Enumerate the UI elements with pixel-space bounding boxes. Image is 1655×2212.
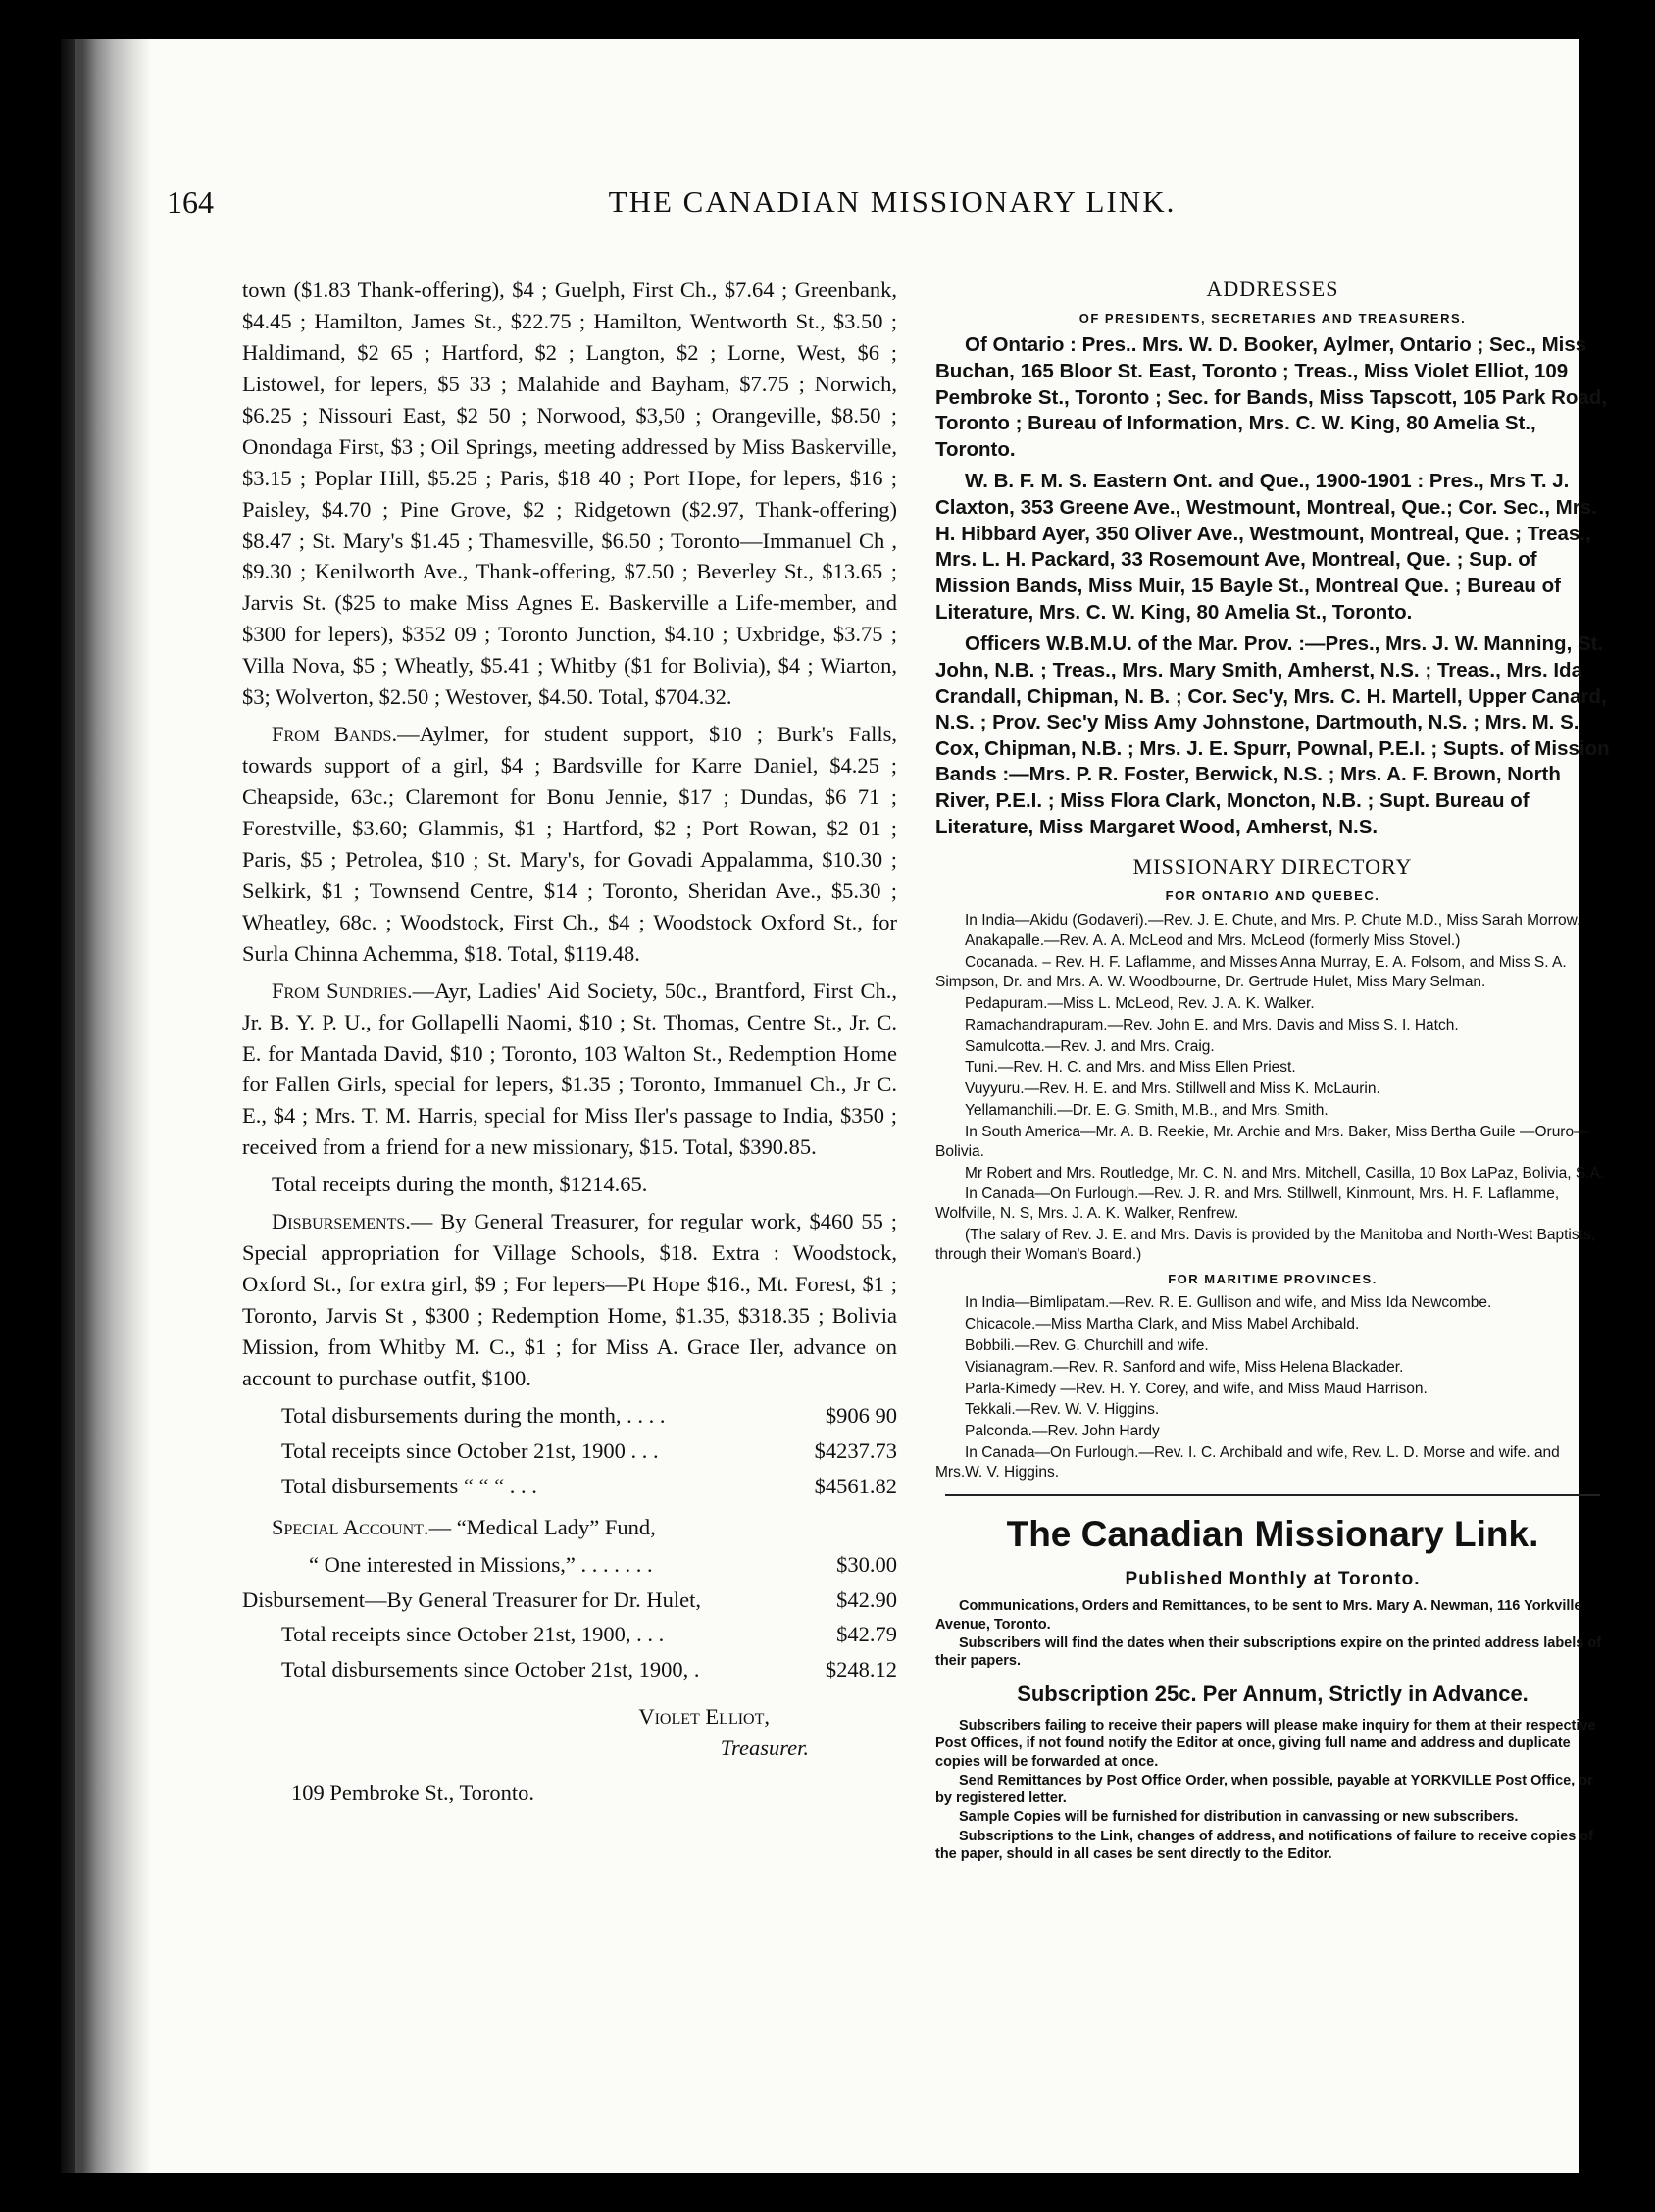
directory-entry: Ramachandrapuram.—Rev. John E. and Mrs. Davis and Miss S. I. Hatch. <box>965 1016 1459 1033</box>
bands-paragraph <box>242 719 897 970</box>
directory-entry: In India—Akidu (Godaveri).—Rev. J. E. Chute, and Mrs. P. Chute M.D., Miss Sarah Morrow. <box>965 911 1581 929</box>
directory-entry: Tekkali.—Rev. W. V. Higgins. <box>965 1401 1160 1419</box>
directory-entry: (The salary of Rev. J. E. and Mrs. Davis is provided by the Manitoba and North-West Baptists, through their Woman's Board.) <box>935 1227 1595 1263</box>
addresses-title: ADDRESSES <box>1206 276 1339 301</box>
directory-entry: In South America—Mr. A. B. Reekie, Mr. Archie and Mrs. Baker, Miss Bertha Guile —Oruro—Bolivia. <box>935 1123 1589 1160</box>
special-account-line: Special Account.— “Medical Lady” Fund, <box>272 1514 656 1539</box>
directory-entry: Bobbili.—Rev. G. Churchill and wife. <box>965 1336 1209 1354</box>
sundries-heading: From Sundries. <box>272 978 413 1003</box>
section-divider <box>945 1494 1600 1496</box>
directory-title: MISSIONARY DIRECTORY <box>1132 854 1413 880</box>
directory-entry: Yellamanchili.—Dr. E. G. Smith, M.B., and Mrs. Smith. <box>965 1102 1329 1120</box>
directory-entry: In Canada—On Furlough.—Rev. J. R. and Mrs. Stillwell, Kinmount, Mrs. H. F. Laflamme, Wolfville, N. S, Mrs. J. A. K. Walker, Renfrew. <box>935 1185 1560 1223</box>
ledger-row: Disbursement—By General Treasurer for Dr. Hulet, $42.90 <box>242 1586 897 1612</box>
special-account-heading: Special Account. <box>272 1514 429 1539</box>
directory-ontario-quebec <box>935 911 1610 1265</box>
total-receipts-line: Total receipts during the month, $1214.65. <box>272 1172 648 1197</box>
bands-heading: From Bands. <box>272 722 398 747</box>
directory-entry: Pedapuram.—Miss L. McLeod, Rev. J. A. K. Walker. <box>965 994 1315 1012</box>
page-number: 164 <box>167 184 214 220</box>
page-header <box>167 184 1618 243</box>
treasurer-signature: Violet Elliot, <box>638 1704 770 1730</box>
directory-entry: Samulcotta.—Rev. J. and Mrs. Craig. <box>965 1037 1215 1055</box>
directory-entry: Anakapalle.—Rev. A. A. McLeod and Mrs. McLeod (formerly Miss Stovel.) <box>965 932 1461 950</box>
disbursements-text: — By General Treasurer, for regular work, $460 55 ; Special appropriation for Village Schools, $18. Extra : Woodstock, Oxford St., for extra girl, $9 ; For lepers—Pt Hope $16., Mt. Forest, $1 ; Toronto, Jarvis St , $300 ; Redemption Home, $1.35, $318.35 ; Bolivia Mission, from Whitby M. C., $1 ; for Miss A. Grace Iler, advance on account to purchase outfit, $100. <box>242 1209 897 1390</box>
running-title: THE CANADIAN MISSIONARY LINK. <box>608 184 1177 219</box>
directory-entry: Mr Robert and Mrs. Routledge, Mr. C. N. and Mrs. Mitchell, Casilla, 10 Box LaPaz, Bolivia, S.A. <box>965 1164 1605 1181</box>
directory-entry: Chicacole.—Miss Martha Clark, and Miss Mabel Archibald. <box>965 1316 1360 1333</box>
disbursements-paragraph <box>242 1206 897 1394</box>
directory-entry: In Canada—On Furlough.—Rev. I. C. Archibald and wife, Rev. L. D. Morse and wife. and Mrs.W. V. Higgins. <box>935 1444 1560 1481</box>
sundries-paragraph <box>242 976 897 1164</box>
directory-entry: Visianagram.—Rev. R. Sanford and wife, Miss Helena Blackader. <box>965 1358 1404 1376</box>
notice-paragraph: Send Remittances by Post Office Order, when possible, payable at YORKVILLE Post Office, or by registered letter. <box>935 1772 1593 1807</box>
left-column <box>242 275 897 1809</box>
notice-paragraph: Subscribers failing to receive their papers will please make inquiry for them at their respective Post Offices, if not found notify the Editor at once, giving full name and address and duplicate copies will be forwarded at once. <box>935 1718 1596 1770</box>
ledger-1 <box>242 1400 897 1502</box>
disbursements-heading: Disbursements. <box>272 1209 411 1234</box>
masthead-title: The Canadian Missionary Link. <box>1006 1513 1539 1554</box>
communications-block <box>935 1597 1610 1670</box>
ledger-row: Total receipts since October 21st, 1900, . . . $42.79 <box>281 1622 897 1647</box>
ledger-row: Total disbursements since October 21st, 1900, . $248.12 <box>281 1657 897 1683</box>
treasurer-address: 109 Pembroke St., Toronto. <box>291 1781 535 1806</box>
page <box>61 39 1610 2173</box>
ontario-officers: Of Ontario : Pres.. Mrs. W. D. Booker, Aylmer, Ontario ; Sec., Miss Buchan, 165 Bloor St. East, Toronto ; Treas., Miss Violet Elliot, 109 Pembroke St., Toronto ; Sec. for Bands, Miss Tapscott, 105 Park Road, Toronto ; Bureau of Information, Mrs. C. W. King, 80 Amelia St., Toronto. <box>935 333 1608 461</box>
published-line: Published Monthly at Toronto. <box>1125 1568 1421 1589</box>
notice-paragraph: Subscriptions to the Link, changes of address, and notifications of failure to receive copies of the paper, should in all cases be sent directly to the Editor. <box>935 1828 1593 1862</box>
spine-edge <box>75 39 82 2173</box>
directory-entry: Parla-Kimedy —Rev. H. Y. Corey, and wife, and Miss Maud Harrison. <box>965 1380 1428 1397</box>
ledger-2 <box>242 1549 897 1686</box>
eastern-officers: W. B. F. M. S. Eastern Ont. and Que., 1900-1901 : Pres., Mrs T. J. Claxton, 353 Greene Ave., Westmount, Montreal, Que.; Cor. Sec., Mrs. H. Hibbard Ayer, 350 Oliver Ave., Westmount, Montreal, Que. ; Treas., Mrs. L. H. Packard, 33 Rosemount Ave, Montreal, Que. ; Sup. of Mission Bands, Miss Muir, 15 Bayle St., Montreal Que. ; Bureau of Literature, Mrs. C. W. King, 80 Amelia St., Toronto. <box>935 470 1597 624</box>
directory-entry: Palconda.—Rev. John Hardy <box>965 1423 1160 1440</box>
right-column <box>935 275 1610 1864</box>
treasurer-title: Treasurer. <box>720 1735 809 1761</box>
ledger-row: Total disbursements during the month, . . . . $906 90 <box>281 1402 897 1428</box>
directory-entry: In India—Bimlipatam.—Rev. R. E. Gullison and wife, and Miss Ida Newcombe. <box>965 1294 1492 1312</box>
ledger-row: Total disbursements “ “ “ . . . $4561.82 <box>281 1473 897 1498</box>
sundries-text: —Ayr, Ladies' Aid Society, 50c., Brantford, First Ch., Jr. B. Y. P. U., for Gollapelli Naomi, $10 ; St. Thomas, Centre St., Jr. C. E. for Mantada David, $10 ; Toronto, 103 Walton St., Redemption Home for Fallen Girls, special for lepers, $1.35 ; Toronto, Immanuel Ch., Jr C. E., $4 ; Mrs. T. M. Harris, special for Miss Iler's passage to India, $350 ; received from a friend for a new missionary, $15. Total, $390.85. <box>242 978 897 1160</box>
receipts-paragraph: town ($1.83 Thank-offering), $4 ; Guelph, First Ch., $7.64 ; Greenbank, $4.45 ; Hamilton, James St., $22.75 ; Hamilton, Wentworth St., $3.50 ; Haldimand, $2 65 ; Hartford, $2 ; Langton, $2 ; Lorne, West, $6 ; Listowel, for lepers, $5 33 ; Malahide and Bayham, $7.75 ; Norwich, $6.25 ; Nissouri East, $2 50 ; Norwood, $3,50 ; Orangeville, $8.50 ; Onondaga First, $3 ; Oil Springs, meeting addressed by Miss Baskerville, $3.15 ; Poplar Hill, $5.25 ; Paris, $18 40 ; Port Hope, for lepers, $16 ; Paisley, $4.70 ; Pine Grove, $2 ; Ridgetown ($2.97, Thank-offering) $8.47 ; St. Mary's $1.45 ; Thamesville, $6.50 ; Toronto—Immanuel Ch , $9.30 ; Kenilworth Ave., Thank-offering, $7.50 ; Beverley St., $13.65 ; Jarvis St. ($25 to make Miss Agnes E. Baskerville a Life-member, and $300 for lepers), $352 09 ; Toronto Junction, $4.10 ; Uxbridge, $3.75 ; Villa Nova, $5 ; Wheatly, $5.41 ; Whitby ($1 for Bolivia), $4 ; Wiarton, $3; Wolverton, $2.50 ; Westover, $4.50. Total, $704.32. <box>242 277 897 710</box>
addresses-block <box>935 332 1610 840</box>
bands-text: —Aylmer, for student support, $10 ; Burk's Falls, towards support of a girl, $4 ; Bardsville for Karre Daniel, $4.25 ; Cheapside, 63c.; Claremont for Bonu Jennie, $17 ; Dundas, $6 71 ; Forestville, $3.60; Glammis, $1 ; Hartford, $2 ; Port Rowan, $2 01 ; Paris, $5 ; Petrolea, $10 ; St. Mary's, for Govadi Appalamma, $10.30 ; Selkirk, $1 ; Townsend Centre, $14 ; Toronto, Sheridan Ave., $5.30 ; Wheatley, 68c. ; Woodstock, First Ch., $4 ; Woodstock Oxford St., for Surla Chinna Achemma, $18. Total, $119.48. <box>242 722 897 966</box>
directory-entry: Cocanada. – Rev. H. F. Laflamme, and Misses Anna Murray, E. A. Folsom, and Miss S. A. Simpson, Dr. and Mrs. A. W. Woodbourne, Dr. Gertrude Hulet, Miss Mary Selman. <box>935 954 1567 991</box>
book-binding <box>61 39 151 2173</box>
subscription-line: Subscription 25c. Per Annum, Strictly in Advance. <box>1017 1682 1529 1707</box>
addresses-subtitle: OF PRESIDENTS, SECRETARIES AND TREASURERS. <box>1078 310 1467 326</box>
maritime-subtitle: FOR MARITIME PROVINCES. <box>1168 1271 1378 1286</box>
directory-entry: Vuyyuru.—Rev. H. E. and Mrs. Stillwell and Miss K. McLaurin. <box>965 1081 1380 1098</box>
directory-maritime <box>935 1293 1610 1482</box>
notice-paragraph: Communications, Orders and Remittances, to be sent to Mrs. Mary A. Newman, 116 Yorkville Avenue, Toronto. <box>935 1598 1582 1633</box>
notice-paragraph: Sample Copies will be furnished for distribution in canvassing or new subscribers. <box>959 1809 1519 1826</box>
ledger-row: Total receipts since October 21st, 1900 . . . $4237.73 <box>281 1437 897 1463</box>
maritime-officers: Officers W.B.M.U. of the Mar. Prov. :—Pres., Mrs. J. W. Manning, St. John, N.B. ; Treas., Mrs. Mary Smith, Amherst, N.S. ; Treas., Mrs. Ida Crandall, Chipman, N. B. ; Cor. Sec'y, Mrs. C. H. Martell, Upper Canard, N.S. ; Prov. Sec'y Miss Amy Johnstone, Dartmouth, N.S. ; Mrs. M. S. Cox, Chipman, N.B. ; Mrs. J. E. Spurr, Pownal, P.E.I. ; Supts. of Mission Bands :—Mrs. P. R. Foster, Berwick, N.S. ; Mrs. A. F. Brown, North River, P.E.I. ; Miss Flora Clark, Moncton, N.B. ; Supt. Bureau of Literature, Miss Margaret Wood, Amherst, N.S. <box>935 632 1610 838</box>
directory-entry: Tuni.—Rev. H. C. and Mrs. and Miss Ellen Priest. <box>965 1059 1296 1077</box>
ledger-row: “ One interested in Missions,” . . . . . . . $30.00 <box>309 1551 897 1577</box>
notice-paragraph: Subscribers will find the dates when their subscriptions expire on the printed address labels of their papers. <box>935 1634 1602 1670</box>
subscriber-notes <box>935 1717 1610 1863</box>
directory-subtitle: FOR ONTARIO AND QUEBEC. <box>1165 888 1380 904</box>
